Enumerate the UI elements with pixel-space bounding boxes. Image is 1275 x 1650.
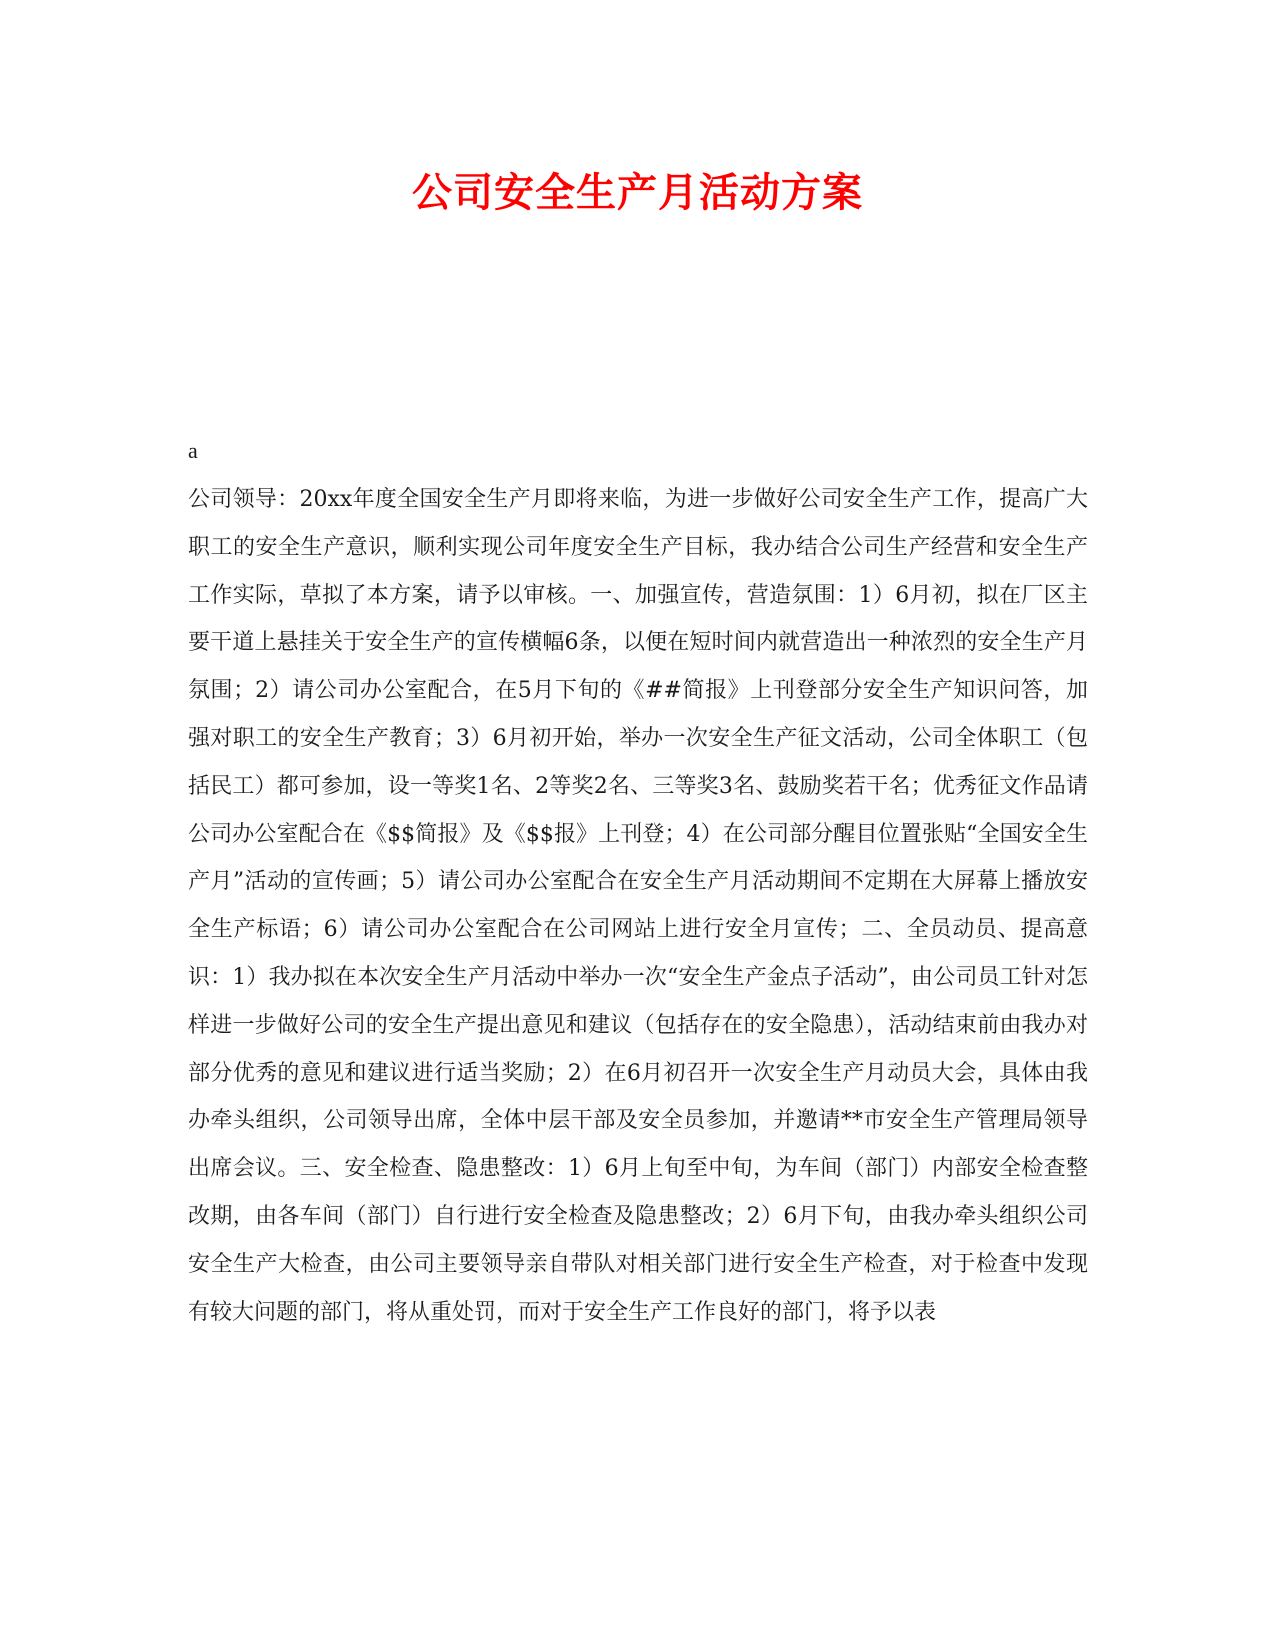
- document-body: 公司领导：20xx年度全国安全生产月即将来临，为进一步做好公司安全生产工作，提高广大职工的安全生产意识，顺利实现公司年度安全生产目标，我办结合公司生产经营和安全生产工作实际，草拟了本方案，请予以审核。一、加强宣传，营造氛围：1）6月初，拟在厂区主要干道上悬挂关于安全生产的宣传横幅6条，以便在短时间内就营造出一种浓烈的安全生产月氛围；2）请公司办公室配合，在5月下旬的《##简报》上刊登部分安全生产知识问答，加强对职工的安全生产教育；3）6月初开始，举办一次安全生产征文活动，公司全体职工（包括民工）都可参加，设一等奖1名、2等奖2名、三等奖3名、鼓励奖若干名；优秀征文作品请公司办公室配合在《$$简报》及《$$报》上刊登；4）在公司部分醒目位置张贴“全国安全生产月”活动的宣传画；5）请公司办公室配合在安全生产月活动期间不定期在大屏幕上播放安全生产标语；6）请公司办公室配合在公司网站上进行安全月宣传；二、全员动员、提高意识：1）我办拟在本次安全生产月活动中举办一次“安全生产金点子活动”，由公司员工针对怎样进一步做好公司的安全生产提出意见和建议（包括存在的安全隐患），活动结束前由我办对部分优秀的意见和建议进行适当奖励；2）在6月初召开一次安全生产月动员大会，具体由我办牵头组织，公司领导出席，全体中层干部及安全员参加，并邀请**市安全生产管理局领导出席会议。三、安全检查、隐患整改：1）6月上旬至中旬，为车间（部门）内部安全检查整改期，由各车间（部门）自行进行安全检查及隐患整改；2）6月下旬，由我办牵头组织公司安全生产大检查，由公司主要领导亲自带队对相关部门进行安全生产检查，对于检查中发现有较大问题的部门，将从重处罚，而对于安全生产工作良好的部门，将予以表: [188, 487, 1089, 1325]
- document-title: 公司安全生产月活动方案: [412, 169, 863, 216]
- document-marker: a: [188, 438, 198, 463]
